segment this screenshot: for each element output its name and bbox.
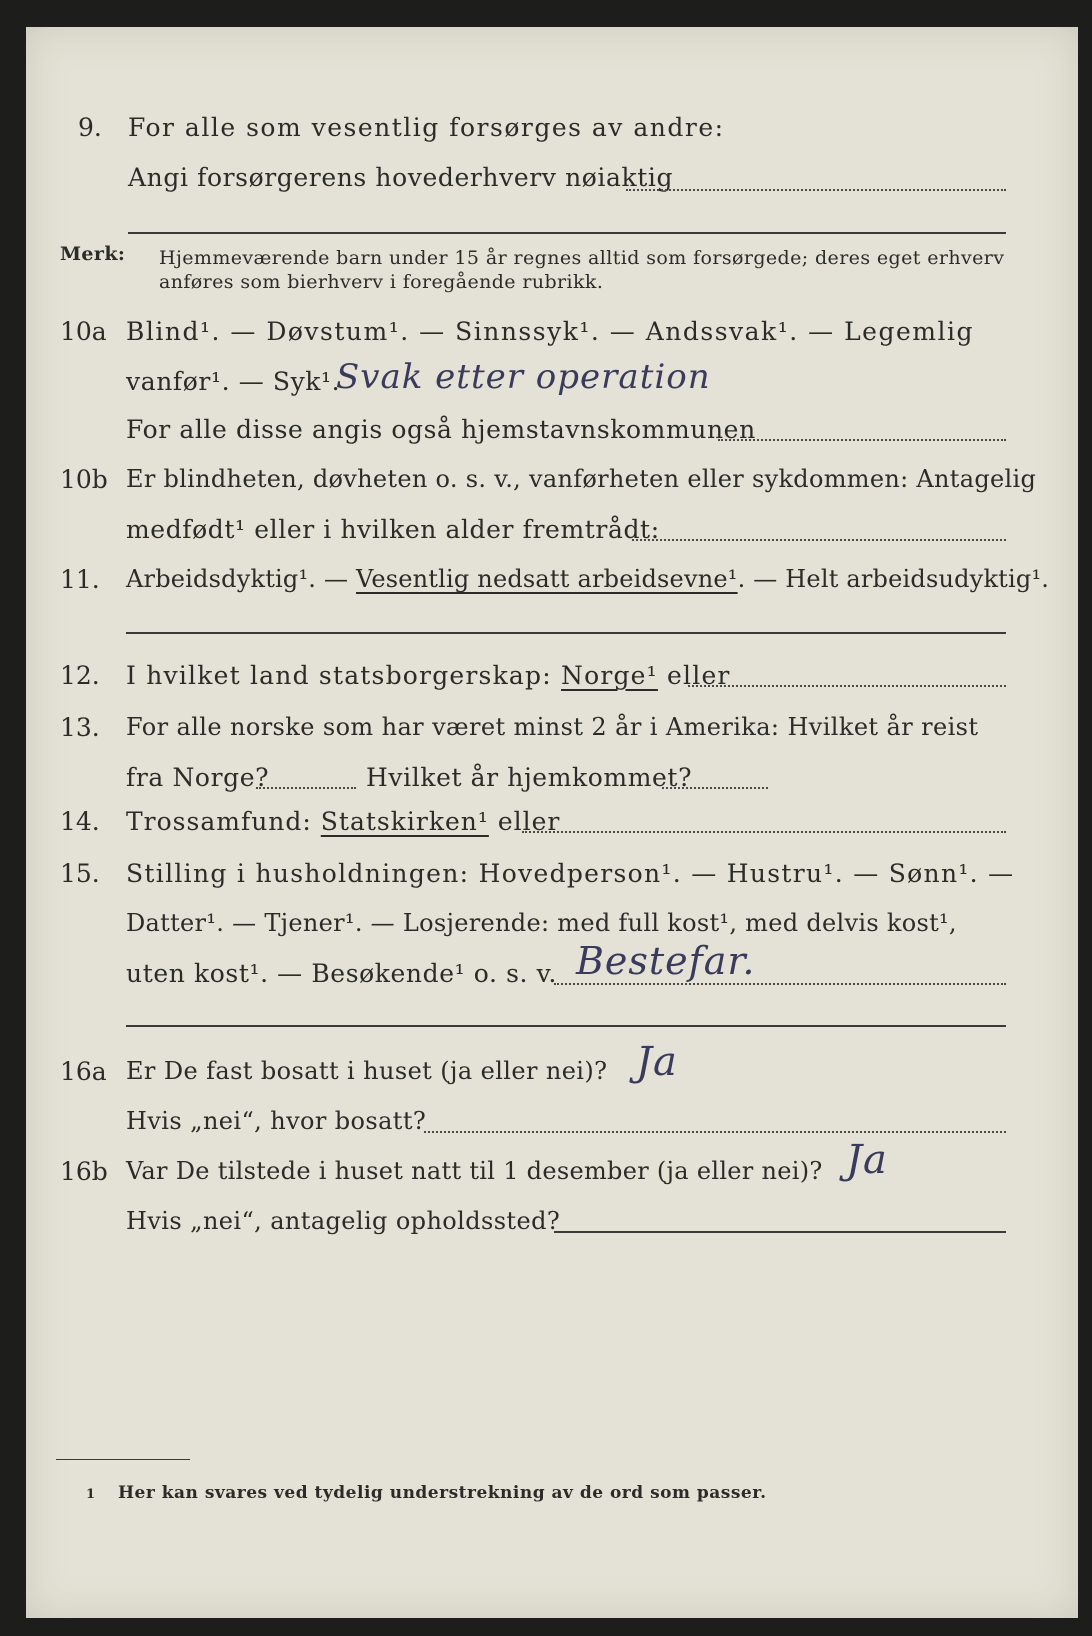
q15-number: 15. xyxy=(60,859,100,888)
q13-year-returned-line[interactable] xyxy=(662,787,768,789)
merk-label: Merk: xyxy=(60,243,126,265)
q13-number: 13. xyxy=(60,713,100,742)
q13-line2b: Hvilket år hjemkommet? xyxy=(366,763,693,792)
q16b-line2: Hvis „nei“, antagelig opholdssted? xyxy=(126,1207,561,1235)
q9-line1: For alle som vesentlig forsørges av andre: xyxy=(128,113,725,142)
q10b-number: 10b xyxy=(60,465,108,494)
q16a-line2: Hvis „nei“, hvor bosatt? xyxy=(126,1107,427,1135)
q9-number: 9. xyxy=(78,113,102,142)
q11-option-able: Arbeidsdyktig¹. — xyxy=(126,565,356,593)
q10a-handwritten-answer[interactable]: Svak etter operation xyxy=(336,357,711,397)
q15-line3: uten kost¹. — Besøkende¹ o. s. v. xyxy=(126,959,557,988)
q11-line xyxy=(126,565,1049,593)
q10a-line1: Blind¹. — Døvstum¹. — Sinnssyk¹. — Andssvak¹. — Legemlig xyxy=(126,317,974,346)
q13-year-left-line[interactable] xyxy=(256,787,356,789)
q14-number: 14. xyxy=(60,807,100,836)
q11-rule xyxy=(126,632,1006,634)
q16a-line1: Er De fast bosatt i huset (ja eller nei)? xyxy=(126,1057,608,1085)
q14-eller: eller xyxy=(488,807,561,836)
q14-answer-line[interactable] xyxy=(522,831,1006,833)
q16b-handwritten-answer[interactable]: Ja xyxy=(846,1137,888,1183)
q15-line2: Datter¹. — Tjener¹. — Losjerende: med full kost¹, med delvis kost¹, xyxy=(126,909,957,937)
q12-number: 12. xyxy=(60,661,100,690)
q14-line xyxy=(126,807,560,836)
q11-selected-option[interactable]: Vesentlig nedsatt arbeidsevne¹ xyxy=(355,565,738,593)
q10a-line2: vanfør¹. — Syk¹. xyxy=(126,367,341,396)
q15-rule xyxy=(126,1025,1006,1027)
q13-line1: For alle norske som har været minst 2 år i Amerika: Hvilket år reist xyxy=(126,713,979,741)
q10b-line2: medfødt¹ eller i hvilken alder fremtrådt: xyxy=(126,515,660,544)
q15-line1: Stilling i husholdningen: Hovedperson¹. — Hustru¹. — Sønn¹. — xyxy=(126,859,1015,888)
q10b-answer-line[interactable] xyxy=(632,539,1006,541)
q16a-handwritten-answer[interactable]: Ja xyxy=(636,1039,678,1085)
q11-option-unable: . — Helt arbeidsudyktig¹. xyxy=(737,565,1050,593)
q12-line xyxy=(126,661,731,690)
footnote-mark: 1 xyxy=(86,1487,96,1502)
q12-answer-line[interactable] xyxy=(688,685,1006,687)
q10a-number: 10a xyxy=(60,317,107,346)
q16b-answer-line[interactable] xyxy=(554,1231,1006,1233)
q10a-answer-line[interactable] xyxy=(718,439,1006,441)
merk-line2: anføres som bierhverv i foregående rubrikk. xyxy=(159,271,604,293)
q9-line2: Angi forsørgerens hovederhverv nøiaktig xyxy=(128,163,674,192)
q10a-line3: For alle disse angis også hjemstavnskommunen xyxy=(126,415,756,444)
q16b-number: 16b xyxy=(60,1157,108,1186)
q16a-number: 16a xyxy=(60,1057,107,1086)
form-page xyxy=(26,27,1078,1618)
q10b-line1: Er blindheten, døvheten o. s. v., vanførheten eller sykdommen: Antagelig xyxy=(126,465,1037,493)
q15-handwritten-answer[interactable]: Bestefar. xyxy=(576,939,756,983)
q11-number: 11. xyxy=(60,565,100,594)
q9-rule xyxy=(128,232,1006,234)
q12-question: I hvilket land statsborgerskap: xyxy=(126,661,561,690)
merk-line1: Hjemmeværende barn under 15 år regnes alltid som forsørgede; deres eget erhverv xyxy=(159,247,1005,269)
q12-eller: eller xyxy=(657,661,731,690)
q13-line2a: fra Norge? xyxy=(126,763,270,792)
footnote-text: Her kan svares ved tydelig understrekning av de ord som passer. xyxy=(118,1483,767,1503)
q16a-answer-line[interactable] xyxy=(424,1131,1006,1133)
q14-question: Trossamfund: xyxy=(126,807,321,836)
q12-selected-norge[interactable]: Norge¹ xyxy=(561,661,658,690)
q14-selected-statskirken[interactable]: Statskirken¹ xyxy=(320,807,489,836)
q15-answer-line[interactable] xyxy=(554,983,1006,985)
q9-answer-line[interactable] xyxy=(626,189,1006,191)
q16b-line1: Var De tilstede i huset natt til 1 desember (ja eller nei)? xyxy=(126,1157,823,1185)
footnote-rule xyxy=(56,1459,190,1460)
